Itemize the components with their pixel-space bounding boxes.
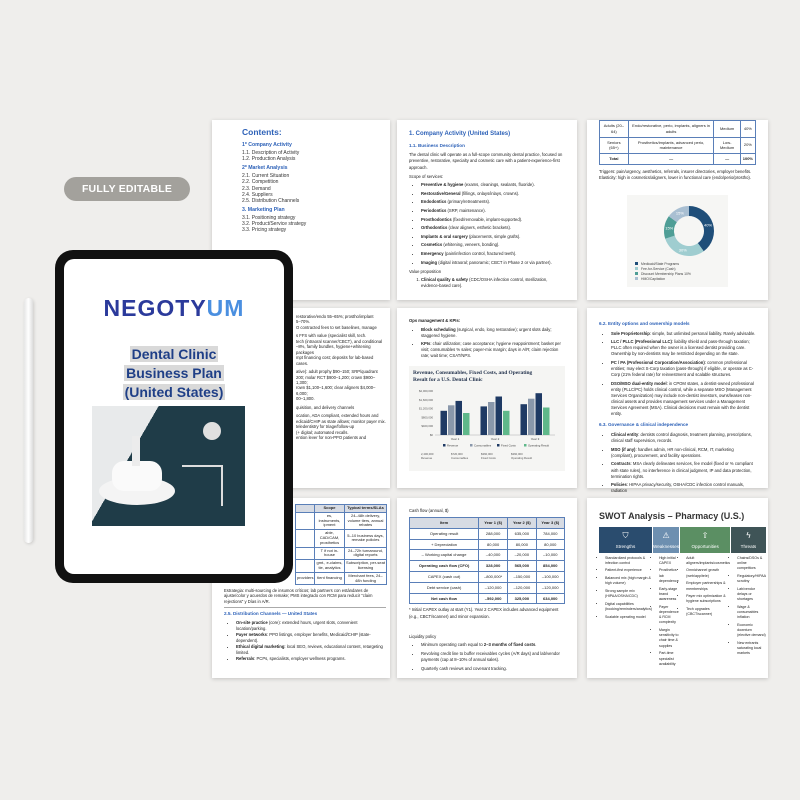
toc-item[interactable]: 2.5. Distribution Channels — [242, 198, 300, 205]
toc-section[interactable]: 2º Market Analysis — [242, 165, 288, 172]
legend-label: Operating Result — [528, 443, 549, 448]
table-header: Scope Typical terms/SLAs — [296, 505, 387, 513]
footnote-label: Fixed Costs — [481, 456, 496, 461]
text-line: s FFS with value (specialist skill, tech. — [296, 333, 367, 339]
swot-item: • Patient-first experience — [605, 568, 652, 573]
toc-item[interactable]: 2.2. Competition — [242, 179, 279, 186]
cashflow-title: Cash flow (annual, $) — [409, 508, 449, 513]
bar — [441, 411, 448, 435]
swot-item: • Chains/DSOs & online competitors — [737, 556, 766, 572]
page-title: 1. Company Activity (United States) — [409, 131, 511, 137]
legend-swatch — [497, 444, 500, 447]
toc-item[interactable]: 2.1. Current Situation — [242, 173, 290, 180]
entity-item: • LLC / PLLC (Professional LLC): liability shield and pass-through taxation; PLLC often required when the owner is a licensed dentist providing care. Ownership by non-dentists may be restricted depending on the state. — [611, 339, 756, 357]
stylus-pencil — [24, 298, 33, 543]
text-line: teledentistry for triage/follow-up — [296, 424, 355, 430]
value-label: Value proposition — [409, 268, 442, 274]
table-row: able, CAD/CAM, prosthetics 5–10 business days, remake policies — [296, 530, 387, 547]
intro-text: The dental clinic will operate as a full-scope community dental practice, focused on preventive, restorative, specialty and cosmetic care with a patient-experience-first approach. — [409, 152, 563, 170]
page-ops-kpis — [397, 308, 577, 488]
entity-item: • PC / PA (Professional Corporation/Association): common professional entities; may elect S-Corp taxation (pass-through) if eligible, or operate as C-Corp (21% federal rate) for reinvestment and scalable structures. — [611, 360, 756, 378]
table-row: Debt service (cash) –120,000 –120,000 –120,000 — [410, 582, 565, 593]
swot-item: • Regulatory/HIPAA scrutiny — [737, 574, 766, 584]
service-item: • Restorative/General (fillings, onlays/inlays, crowns). — [421, 191, 565, 197]
swot-title: SWOT Analysis – Pharmacy (U.S.) — [599, 511, 745, 521]
entity-item: • DSO/MSO dual-entity model: in CPOM states, a dentist-owned professional entity (PLLC/PC) holds clinical control, while a separate MSO (Management Services Organization) may include non-dentist investors, owns/leases non-clinical assets and provides management services under a Management Services Agreement (MSA). Clinical decisions must remain with the dentist entity. — [611, 381, 756, 418]
x-tick-label: Year 1 — [450, 437, 460, 442]
swot-item: • Strong sample mix (HIPAA/OSHA/CDC) — [605, 589, 652, 599]
contents-title: Contents: — [242, 127, 282, 137]
capex-note: * Initial CAPEX outlay at start (Y1). Year 2 CAPEX includes advanced equipment (e.g., CBCT/scanner) and minor expansion. — [409, 607, 559, 619]
swot-item: • Balanced mix (high margin & high volume) — [605, 576, 652, 586]
text-line: O contracted fees to set baselines, manage — [296, 324, 377, 330]
swot-item: • High initial CAPEX — [659, 556, 679, 566]
text-line: edicaid/CHIP as state allows; monitor payer mix. — [296, 418, 386, 424]
footnote-label: Consumables — [451, 456, 469, 461]
section-heading: 1.1. Business Description — [409, 142, 465, 148]
legend-swatch — [635, 277, 638, 280]
page-cash-flow — [397, 498, 577, 678]
section-heading: 6.3. Governance & clinical independence — [599, 422, 689, 428]
text-line: ative): adult prophy $90–150; SRP/quadrant — [296, 369, 378, 375]
kpi-item: • KPIs: chair utilization; case acceptance; hygiene reappointment; basket per visit; consumables % sales; payer-mix margin; days in A/R; claim rejection rate; wait time; CSAT/NPS. — [421, 341, 565, 359]
y-tick-label: $0 — [429, 433, 433, 438]
channel-item: • Payer networks: PPO listings, employer benefits, Medicaid/CHIP (state-dependent). — [236, 632, 386, 643]
suppliers-table-wrap — [295, 504, 386, 586]
table-row: T if not in-house 24–72h turnaround, digital reports — [296, 547, 387, 560]
x-tick-label: Year 3 — [530, 437, 540, 442]
table-row: providers tient financing Merchant fees, 24–48h funding — [296, 572, 387, 585]
toc-item[interactable]: 1.1. Description of Activity — [242, 150, 300, 157]
legend-label: Revenue — [447, 443, 459, 448]
service-item: • Orthodontics (clear aligners, esthetic brackets). — [421, 225, 565, 231]
slice-label: 30% — [678, 247, 687, 253]
entity-item: • Sole Proprietorship: simple, but unlimited personal liability. Rarely advisable. — [611, 331, 756, 337]
y-tick-label: $800,000 — [421, 415, 433, 420]
legend-label: Medicaid/State Programs — [641, 262, 680, 267]
footnote-value: $360,000 — [481, 452, 493, 457]
section-heading: 2.5. Distribution Channels — United States — [224, 611, 318, 617]
table-row: Total — — 100% — [600, 154, 756, 165]
bar — [463, 413, 470, 435]
swot-header: ⇧ Opportunities — [680, 527, 730, 553]
distribution-list — [224, 620, 386, 661]
legend-swatch — [443, 444, 446, 447]
swot-column-strengths — [599, 527, 652, 669]
services-list — [409, 182, 565, 265]
legend-swatch — [635, 272, 638, 275]
page-legal-structure — [587, 308, 768, 494]
footnote-value: $360,000 — [511, 452, 523, 457]
value-item: 1. Clinical quality & safety (CDC/OSHA infection control, sterilization, evidence-based care). — [421, 277, 565, 289]
swot-item: • Tech upgrades (CBCT/scanner) — [686, 607, 730, 617]
donut-chart — [627, 195, 752, 287]
text-line: –8%, family bundles, hygiene+whitening packages — [296, 344, 371, 355]
ops-label: Ops management & KPIs: — [409, 318, 461, 323]
channel-item: • Ethical digital marketing: local SEO, reviews, educational content, retargeting limited. — [236, 644, 386, 655]
warning-icon: ⚠ — [662, 530, 670, 540]
y-tick-label: $400,000 — [421, 424, 433, 429]
bar — [521, 404, 528, 435]
footnote-value: 2,400,000 — [421, 452, 434, 457]
bar — [496, 397, 503, 436]
demand-table — [599, 120, 756, 165]
legend-swatch — [635, 262, 638, 265]
y-tick-label: $1,200,000 — [419, 406, 433, 411]
table-row: CAPEX (cash out) –800,000* –150,000 –100,000 — [410, 572, 565, 583]
governance-list — [599, 432, 756, 494]
bar — [503, 411, 510, 435]
strategy-text: Estrategia: multi-sourcing de insumos críticos; lab partners con estándares de ajuste/color y acuerdos de remake; PMS integrado con RCM para reducir “claim rejections” y Días in A/R. — [224, 588, 373, 604]
text-line: (+ digital; automated recalls. — [296, 429, 349, 435]
swot-item: • Standardized protocols & infection control — [605, 556, 652, 566]
table-header: Item Year 1 ($) Year 2 ($) Year 3 ($) — [410, 518, 565, 529]
toc-item[interactable]: 2.4. Suppliers — [242, 191, 273, 198]
section-heading: 6.2. Entity options and ownership models — [599, 321, 690, 326]
table-row: – Working capital change –40,000 –20,000 –10,000 — [410, 550, 565, 561]
service-item: • Emergency (pain/infection control, fractured teeth). — [421, 251, 565, 257]
table-row: Net cash flow –592,000 325,000 634,000 — [410, 593, 565, 604]
swot-grid — [599, 527, 766, 669]
channel-item: • On-site practice (core): extended hours, urgent slots, convenient location/parking. — [236, 620, 386, 631]
swot-column-opportunities — [680, 527, 730, 669]
toc-item[interactable]: 3.1. Positioning strategy — [242, 214, 296, 221]
arrow-up-icon: ⇧ — [701, 530, 709, 540]
legend-swatch — [635, 267, 638, 270]
table-row: gmt., e-claims, tie, analytics Subscription, per-seat licensing — [296, 560, 387, 573]
triggers-text: Triggers: pain/urgency, aesthetics, referrals, insurer directories, employer benefits. — [599, 168, 752, 174]
legend-label: Consumables — [474, 443, 492, 448]
service-item: • Cosmetics (whitening, veneers, bonding). — [421, 242, 565, 248]
liquidity-list — [409, 642, 565, 671]
bar — [488, 402, 495, 435]
footnote-value: $720,000 — [451, 452, 463, 457]
legend-label: HMO/Capitation — [641, 277, 666, 282]
slice-label: 15% — [665, 225, 674, 231]
swot-item: • Lab/vendor delays or shortages — [737, 587, 766, 603]
cover-page — [64, 259, 284, 574]
payer-mix-chart — [627, 195, 728, 287]
page-swot — [587, 498, 768, 678]
page-demand — [587, 120, 768, 300]
governance-item: • Contracts: MSA clearly delineates services, fee model (fixed or % compliant with state rules), no interference in clinical judgment, IP and data protection, termination rights. — [611, 461, 756, 479]
bar — [528, 399, 535, 435]
text-line: quisition, and delivery channels — [296, 404, 355, 410]
bar-chart-card — [409, 366, 565, 472]
swot-column-threats — [731, 527, 766, 669]
governance-item: • Policies: HIPAA privacy/security, OSHA/CDC infection control manuals, radiation — [611, 482, 756, 494]
swot-header: ⚠ Weaknesses — [653, 527, 679, 553]
table-row: Adults (20–64) Endo/restorative, perio, implants, aligners in adults Medium 40% — [600, 121, 756, 138]
table-row: + Depreciation 80,000 80,000 80,000 — [410, 539, 565, 550]
governance-item: • Clinical entity: dentists control diagnosis, treatment planning, prescriptions, clinical staff supervision, records. — [611, 432, 756, 444]
y-tick-label: $2,000,000 — [419, 389, 433, 394]
table-row: Seniors (65+) Prosthetics/implants, advanced perio, maintenance Low-Medium 20% — [600, 137, 756, 154]
service-item: • Preventive & hygiene (exams, cleanings, sealants, fluoride). — [421, 182, 565, 188]
page-company-activity — [397, 120, 577, 300]
liquidity-item: • Revolving credit line to buffer receivables cycles (A/R days) and lab/vendor payments (cap at 8–10% of annual sales). — [421, 651, 565, 663]
ops-list — [409, 327, 565, 360]
bar — [536, 393, 543, 435]
text-line: ocation, ADA compliant, extended hours and — [296, 413, 379, 419]
negotyum-logo: NEGOTYUM — [103, 295, 245, 321]
text-line: tech (intraoral scanner/CBCT), and conditional — [296, 338, 383, 344]
toc-item[interactable]: 1.2. Production Analysis — [242, 156, 296, 163]
legend-label: Discount Membership Plans 10% — [641, 272, 691, 277]
service-item: • Imaging (digital intraoral; panoramic; CBCT in Phase 2 or via partner). — [421, 260, 565, 266]
table-row: Operating result 288,000 635,000 784,000 — [410, 528, 565, 539]
toc-section[interactable]: 3. Marketing Plan — [242, 207, 285, 214]
swot-item: • Early-stage brand awareness — [659, 587, 679, 603]
slice-label: 15% — [675, 210, 684, 216]
service-item: • Implants & oral surgery (placements, simple grafts). — [421, 234, 565, 240]
bar — [456, 401, 463, 435]
entity-list — [599, 331, 756, 418]
swot-item: • Payer mix optimization & hygiene subscriptions — [686, 594, 730, 604]
footnote-label: Revenue — [421, 456, 433, 461]
footnote-label: Operating Result — [511, 456, 532, 461]
scope-label: Scope of services: — [409, 173, 444, 179]
slice-label: 40% — [704, 222, 713, 228]
channel-item: • Referrals: PCPs, specialists, employer wellness programs. — [236, 656, 386, 661]
shield-icon: ⛉ — [622, 530, 629, 540]
text-line: mpt financing cost; deposits for lab-based cases. — [296, 355, 374, 366]
text-line: 5–70%. — [296, 319, 311, 325]
liquidity-title: Liquidity policy — [409, 633, 437, 639]
bar — [448, 406, 455, 436]
swot-header: ϟ Threats — [731, 527, 766, 553]
legend-label: Fixed Costs — [501, 443, 516, 448]
chart-title: Revenue, Consumables, Fixed Costs, and Operating Result for a U.S. Dental Clinic — [413, 369, 533, 384]
text-line: restorative/endo 55–65%; prostho/implant — [296, 314, 374, 319]
bar-chart — [413, 385, 563, 465]
swot-item: • Employer partnerships & memberships — [686, 581, 730, 591]
toc-section[interactable]: 1º Company Activity — [242, 142, 292, 149]
swot-item: • Adult aligners/implants/cosmetics — [686, 556, 730, 566]
governance-item: • MSO (if any): handles admin, HR non-clinical, RCM, IT, marketing (compliant), procurement, and facility operations. — [611, 447, 756, 459]
legend-label: Fee-for-Service (Cash) — [641, 267, 676, 272]
tablet-device — [55, 250, 293, 583]
donut-slice — [665, 236, 703, 256]
suppliers-table — [295, 504, 387, 585]
text-line: 00–1,800. — [296, 396, 315, 402]
toc-item[interactable]: 3.3. Pricing strategy — [242, 227, 287, 234]
text-line: ention lever for non-PPO patients and — [296, 435, 367, 441]
kpi-item: • Block scheduling (surgical, endo, long restorative); urgent slots daily; staggered hygiene. — [421, 327, 565, 339]
swot-item: • Digital capabilities (booking/reminders/analytics) — [605, 602, 652, 612]
swot-item: • Prosthetics lab dependence — [659, 568, 679, 584]
liquidity-item: • Minimum operating cash equal to 2–3 months of fixed costs. — [421, 642, 565, 648]
text-line: 200; molar RCT $900–1,200; crown $900–1,300; — [296, 374, 376, 385]
dental-chair-photo — [92, 406, 245, 526]
swot-item: • New entrants saturating local markets — [737, 641, 766, 657]
y-tick-label: $1,600,000 — [419, 398, 433, 403]
x-tick-label: Year 2 — [490, 437, 500, 442]
swot-item: • Margin sensitivity to chair time & supplies — [659, 628, 679, 649]
cashflow-table — [409, 517, 565, 604]
service-item: • Prosthodontics (fixed/removable, implant-supported). — [421, 217, 565, 223]
swot-item: • Wage & consumables inflation — [737, 605, 766, 621]
toc-item[interactable]: 3.2. Product/Service strategy — [242, 221, 307, 228]
value-list — [409, 277, 565, 289]
service-item: • Endodontics (primary/retreatments). — [421, 199, 565, 205]
toc-item[interactable]: 2.3. Demand — [242, 185, 271, 192]
cover-title: Dental Clinic Business Plan (United States) — [124, 346, 224, 400]
bar — [481, 407, 488, 436]
donut-slice — [689, 206, 714, 251]
bar — [543, 408, 550, 436]
swot-item: • Payer dependence & RCM complexity — [659, 605, 679, 626]
fully-editable-badge: FULLY EDITABLE — [64, 177, 190, 201]
legend-swatch — [524, 444, 527, 447]
liquidity-item: • Quarterly cash reviews and covenant tracking. — [421, 666, 565, 672]
swot-item: • Part-time specialist availability — [659, 651, 679, 667]
swot-item: • Omnichannel growth (web/app/tele) — [686, 568, 730, 578]
swot-item: • Scalable operating model — [605, 615, 652, 620]
text-line: rown $1,100–1,600; clear aligners $4,000–6,000; — [296, 385, 376, 396]
swot-item: • Economic downturn (elective demand) — [737, 623, 766, 639]
lightning-icon: ϟ — [746, 530, 751, 540]
legend-swatch — [470, 444, 473, 447]
service-item: • Periodontics (SRP, maintenance). — [421, 208, 565, 214]
elasticity-text: Elasticity: high in cosmetics/aligners, lower in functional care (endo/perio/prostho). — [599, 175, 751, 181]
swot-header: ⛉ Strengths — [599, 527, 652, 553]
table-row: es, instruments, ipment 24–48h delivery, volume tiers, annual rebates — [296, 512, 387, 529]
table-row: Operating cash flow (CFO) 328,000 565,000 854,000 — [410, 561, 565, 572]
